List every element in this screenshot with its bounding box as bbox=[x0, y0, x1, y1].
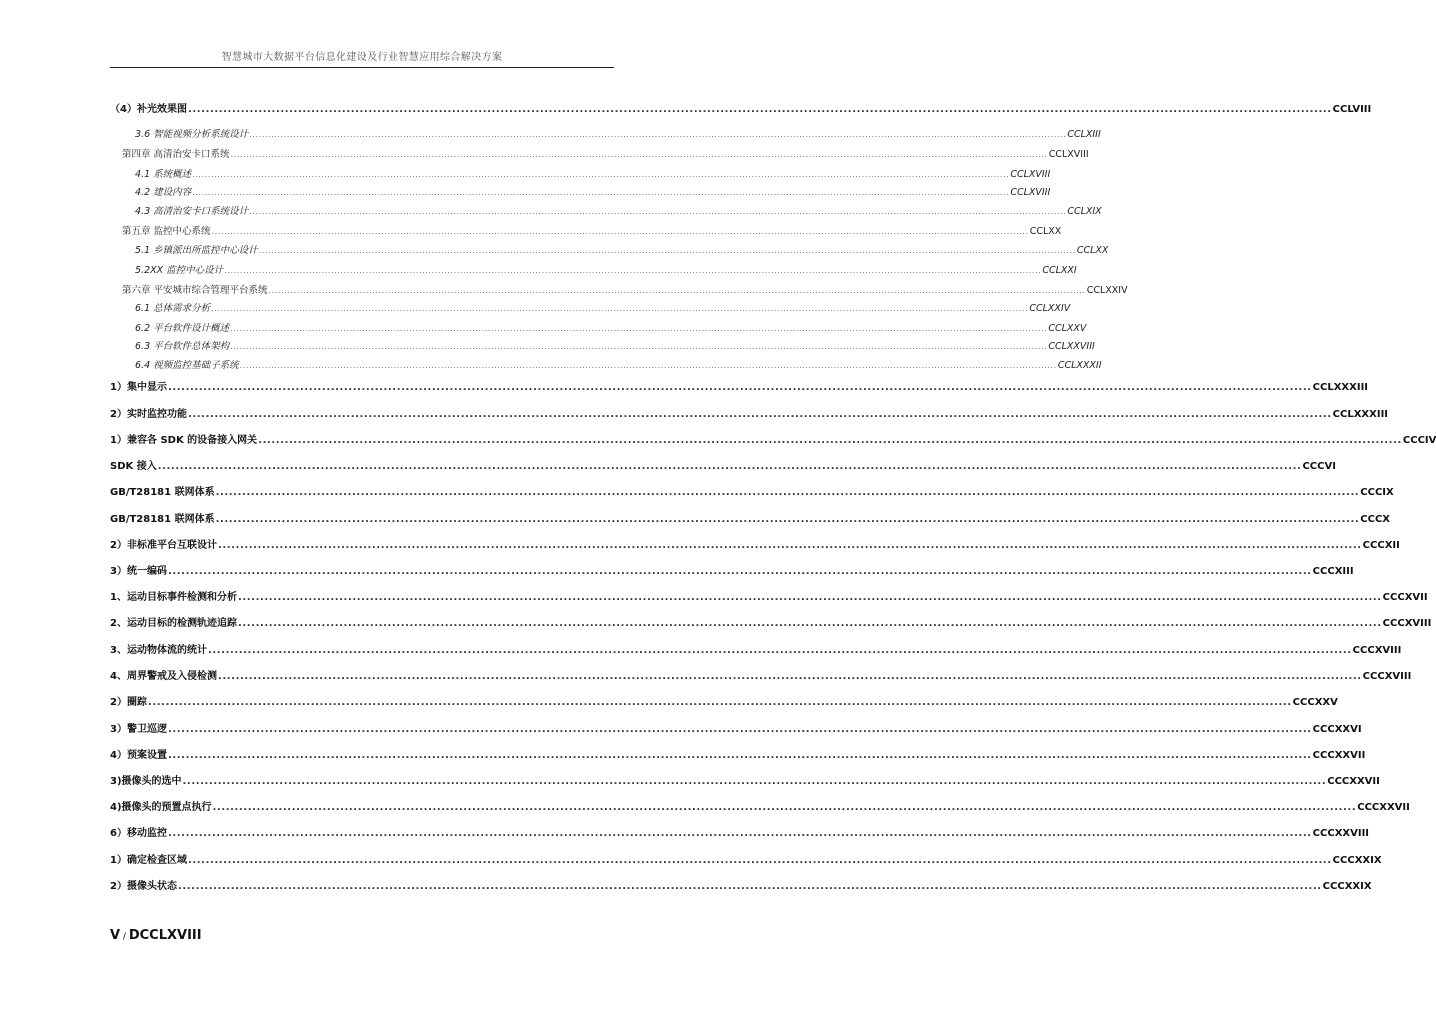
toc-dot-leader: .................................................................................................................................................................................................................................................................... bbox=[249, 130, 1067, 139]
toc-entry-page: CCCXVIII bbox=[1382, 618, 1432, 629]
toc-entry-label: 2）摄像头状态 bbox=[110, 881, 177, 892]
toc-entry-page: CCLXVIII bbox=[1010, 169, 1051, 180]
toc-entry-page: CCLXVIII bbox=[1048, 149, 1089, 160]
toc-dot-leader: .................................................................................................................................................................................................................................................................... bbox=[187, 409, 1332, 420]
toc-entry-label: 6.2 平台软件设计概述 bbox=[135, 323, 230, 334]
toc-entry-page: CCCXXV bbox=[1292, 697, 1338, 708]
toc-dot-leader: .................................................................................................................................................................................................................................................................... bbox=[167, 382, 1312, 393]
toc-entry-label: 3.6 智能视频分析系统设计 bbox=[135, 129, 249, 140]
toc-entry-page: CCLXXVIII bbox=[1048, 341, 1095, 352]
toc-entry[interactable] bbox=[110, 723, 1362, 737]
toc-dot-leader: .................................................................................................................................................................................................................................................................... bbox=[187, 855, 1332, 866]
toc-dot-leader: .................................................................................................................................................................................................................................................................... bbox=[182, 776, 1327, 787]
toc-entry[interactable] bbox=[110, 381, 1369, 395]
toc-entry-page: CCCXVIII bbox=[1362, 671, 1412, 682]
toc-entry-page: CCCXXIX bbox=[1322, 881, 1372, 892]
toc-entry-page: CCLXX bbox=[1076, 245, 1109, 256]
toc-entry-page: CCCXXIX bbox=[1332, 855, 1382, 866]
toc-dot-leader: .................................................................................................................................................................................................................................................................... bbox=[211, 304, 1029, 313]
toc-entry[interactable] bbox=[110, 408, 1389, 422]
toc-entry-page: CCCXXVII bbox=[1327, 776, 1380, 787]
toc-entry-page: CCCXVII bbox=[1382, 592, 1428, 603]
toc-entry[interactable] bbox=[110, 749, 1366, 763]
toc-entry[interactable] bbox=[135, 264, 1077, 278]
toc-entry-label: 4、周界警戒及入侵检测 bbox=[110, 671, 217, 682]
toc-entry[interactable] bbox=[135, 359, 1102, 373]
toc-entry-label: 第六章 平安城市综合管理平台系统 bbox=[122, 285, 268, 296]
toc-entry[interactable] bbox=[135, 186, 1051, 200]
toc-entry[interactable] bbox=[135, 168, 1051, 182]
toc-dot-leader: .................................................................................................................................................................................................................................................................... bbox=[268, 286, 1086, 295]
toc-entry[interactable] bbox=[110, 103, 1372, 117]
toc-entry[interactable] bbox=[110, 539, 1400, 553]
toc-entry-label: GB/T28181 联网体系 bbox=[110, 514, 215, 525]
toc-entry-label: 6.3 平台软件总体架构 bbox=[135, 341, 230, 352]
toc-dot-leader: .................................................................................................................................................................................................................................................................... bbox=[192, 188, 1010, 197]
toc-dot-leader: .................................................................................................................................................................................................................................................................... bbox=[249, 207, 1067, 216]
toc-dot-leader: .................................................................................................................................................................................................................................................................... bbox=[215, 514, 1360, 525]
toc-entry-label: 4.3 高清治安卡口系统设计 bbox=[135, 206, 249, 217]
toc-dot-leader: .................................................................................................................................................................................................................................................................... bbox=[230, 150, 1048, 159]
toc-dot-leader: .................................................................................................................................................................................................................................................................... bbox=[258, 246, 1076, 255]
toc-entry-label: 4.2 建设内容 bbox=[135, 187, 192, 198]
toc-entry-page: CCLXXXII bbox=[1057, 360, 1102, 371]
toc-dot-leader: .................................................................................................................................................................................................................................................................... bbox=[224, 266, 1042, 275]
toc-dot-leader: .................................................................................................................................................................................................................................................................... bbox=[167, 750, 1312, 761]
toc-entry[interactable] bbox=[110, 644, 1402, 658]
toc-entry[interactable] bbox=[110, 801, 1410, 815]
toc-entry-page: CCLXXV bbox=[1048, 323, 1087, 334]
toc-entry-label: 5.1 乡镇派出所监控中心设计 bbox=[135, 245, 258, 256]
toc-entry-label: 2）圈踪 bbox=[110, 697, 147, 708]
toc-entry[interactable] bbox=[110, 827, 1370, 841]
page-number: V bbox=[110, 928, 121, 943]
toc-entry-page: CCLXXI bbox=[1042, 265, 1077, 276]
toc-entry-label: 1）兼容各 SDK 的设备接入网关 bbox=[110, 435, 258, 446]
toc-entry-page: CCCXXVII bbox=[1312, 750, 1366, 761]
toc-entry-label: GB/T28181 联网体系 bbox=[110, 487, 215, 498]
toc-dot-leader: .................................................................................................................................................................................................................................................................... bbox=[187, 104, 1332, 115]
toc-entry-label: 6.4 视频监控基础子系统 bbox=[135, 360, 239, 371]
toc-entry[interactable] bbox=[135, 340, 1095, 354]
toc-dot-leader: .................................................................................................................................................................................................................................................................... bbox=[230, 324, 1048, 333]
toc-entry-page: CCCVI bbox=[1302, 461, 1336, 472]
toc-dot-leader: .................................................................................................................................................................................................................................................................... bbox=[167, 566, 1312, 577]
toc-entry[interactable] bbox=[135, 244, 1109, 258]
toc-entry-label: 6.1 总体需求分析 bbox=[135, 303, 211, 314]
toc-entry[interactable] bbox=[122, 148, 1089, 162]
toc-entry-label: 5.2XX 监控中心设计 bbox=[135, 265, 224, 276]
toc-entry[interactable] bbox=[122, 284, 1128, 298]
toc-dot-leader: .................................................................................................................................................................................................................................................................... bbox=[167, 828, 1312, 839]
toc-entry[interactable] bbox=[135, 205, 1102, 219]
toc-dot-leader: .................................................................................................................................................................................................................................................................... bbox=[217, 540, 1362, 551]
toc-entry-page: CCCIV bbox=[1402, 435, 1436, 446]
page-footer bbox=[110, 926, 202, 946]
toc-entry-page: CCLXXXIII bbox=[1312, 382, 1369, 393]
toc-dot-leader: .................................................................................................................................................................................................................................................................... bbox=[147, 697, 1292, 708]
toc-entry-page: CCCXXVII bbox=[1357, 802, 1410, 813]
toc-entry[interactable] bbox=[110, 880, 1372, 894]
toc-dot-leader: .................................................................................................................................................................................................................................................................... bbox=[212, 802, 1357, 813]
toc-entry[interactable] bbox=[110, 775, 1380, 789]
toc-entry-label: 3、运动物体流的统计 bbox=[110, 645, 207, 656]
toc-dot-leader: .................................................................................................................................................................................................................................................................... bbox=[192, 170, 1010, 179]
toc-entry-page: CCLXXIV bbox=[1086, 285, 1128, 296]
toc-entry-page: CCCXXVIII bbox=[1312, 828, 1370, 839]
toc-entry-label: SDK 接入 bbox=[110, 461, 157, 472]
toc-entry[interactable] bbox=[110, 591, 1428, 605]
toc-entry-label: 4.1 系统概述 bbox=[135, 169, 192, 180]
toc-entry[interactable] bbox=[110, 513, 1391, 527]
page-separator: / bbox=[120, 932, 129, 942]
toc-dot-leader: .................................................................................................................................................................................................................................................................... bbox=[237, 618, 1382, 629]
toc-dot-leader: .................................................................................................................................................................................................................................................................... bbox=[230, 342, 1048, 351]
toc-entry[interactable] bbox=[122, 225, 1062, 239]
toc-entry[interactable] bbox=[110, 696, 1338, 710]
toc-entry-page: CCCXXVI bbox=[1312, 724, 1362, 735]
toc-entry-label: 3）统一编码 bbox=[110, 566, 167, 577]
toc-entry[interactable] bbox=[135, 128, 1101, 142]
toc-entry-label: 6）移动监控 bbox=[110, 828, 167, 839]
toc-entry-label: 4)摄像头的预置点执行 bbox=[110, 802, 212, 813]
toc-entry-label: 4）预案设置 bbox=[110, 750, 167, 761]
toc-dot-leader: .................................................................................................................................................................................................................................................................... bbox=[167, 724, 1312, 735]
toc-dot-leader: .................................................................................................................................................................................................................................................................... bbox=[239, 361, 1057, 370]
toc-dot-leader: .................................................................................................................................................................................................................................................................... bbox=[217, 671, 1362, 682]
toc-entry[interactable] bbox=[110, 460, 1336, 474]
toc-entry-page: CCLXXXIII bbox=[1332, 409, 1389, 420]
toc-entry-page: CCLVIII bbox=[1332, 104, 1372, 115]
toc-entry-label: （4）补光效果图 bbox=[110, 104, 187, 115]
toc-dot-leader: .................................................................................................................................................................................................................................................................... bbox=[215, 487, 1360, 498]
page-header: 智慧城市大数据平台信息化建设及行业智慧应用综合解决方案 bbox=[221, 52, 503, 63]
toc-dot-leader: .................................................................................................................................................................................................................................................................... bbox=[258, 435, 1402, 446]
toc-entry-page: CCLXIX bbox=[1067, 206, 1102, 217]
total-pages: DCCLXVIII bbox=[128, 928, 202, 943]
toc-entry[interactable] bbox=[110, 486, 1394, 500]
toc-entry-page: CCLXIII bbox=[1067, 129, 1101, 140]
toc-entry[interactable] bbox=[135, 322, 1087, 336]
toc-entry-label: 第五章 监控中心系统 bbox=[122, 226, 211, 237]
toc-entry-label: 1）确定检查区域 bbox=[110, 855, 187, 866]
toc-entry-label: 2、运动目标的检测轨迹追踪 bbox=[110, 618, 237, 629]
toc-entry-page: CCLXXIV bbox=[1029, 303, 1071, 314]
toc-entry-page: CCCIX bbox=[1360, 487, 1394, 498]
toc-entry-page: CCCXVIII bbox=[1352, 645, 1402, 656]
toc-entry[interactable] bbox=[135, 302, 1071, 316]
toc-entry-label: 3)摄像头的选中 bbox=[110, 776, 182, 787]
toc-dot-leader: .................................................................................................................................................................................................................................................................... bbox=[211, 227, 1029, 236]
toc-entry[interactable] bbox=[110, 434, 1436, 448]
toc-entry[interactable] bbox=[110, 854, 1382, 868]
toc-entry-label: 2）非标准平台互联设计 bbox=[110, 540, 217, 551]
toc-dot-leader: .................................................................................................................................................................................................................................................................... bbox=[237, 592, 1382, 603]
toc-entry-page: CCCXIII bbox=[1312, 566, 1354, 577]
toc-entry[interactable] bbox=[110, 670, 1412, 684]
toc-entry-page: CCLXX bbox=[1029, 226, 1062, 237]
toc-entry-label: 3）警卫巡逻 bbox=[110, 724, 167, 735]
toc-dot-leader: .................................................................................................................................................................................................................................................................... bbox=[207, 645, 1352, 656]
toc-dot-leader: .................................................................................................................................................................................................................................................................... bbox=[177, 881, 1322, 892]
toc-entry-page: CCLXVIII bbox=[1010, 187, 1051, 198]
toc-entry-page: CCCXII bbox=[1362, 540, 1400, 551]
toc-entry[interactable] bbox=[110, 617, 1432, 631]
toc-entry-label: 第四章 高清治安卡口系统 bbox=[122, 149, 230, 160]
toc-dot-leader: .................................................................................................................................................................................................................................................................... bbox=[157, 461, 1302, 472]
toc-entry[interactable] bbox=[110, 565, 1354, 579]
toc-entry-label: 1、运动目标事件检测和分析 bbox=[110, 592, 237, 603]
toc-entry-label: 2）实时监控功能 bbox=[110, 409, 187, 420]
toc-entry-page: CCCX bbox=[1360, 514, 1391, 525]
toc-entry-label: 1）集中显示 bbox=[110, 382, 167, 393]
